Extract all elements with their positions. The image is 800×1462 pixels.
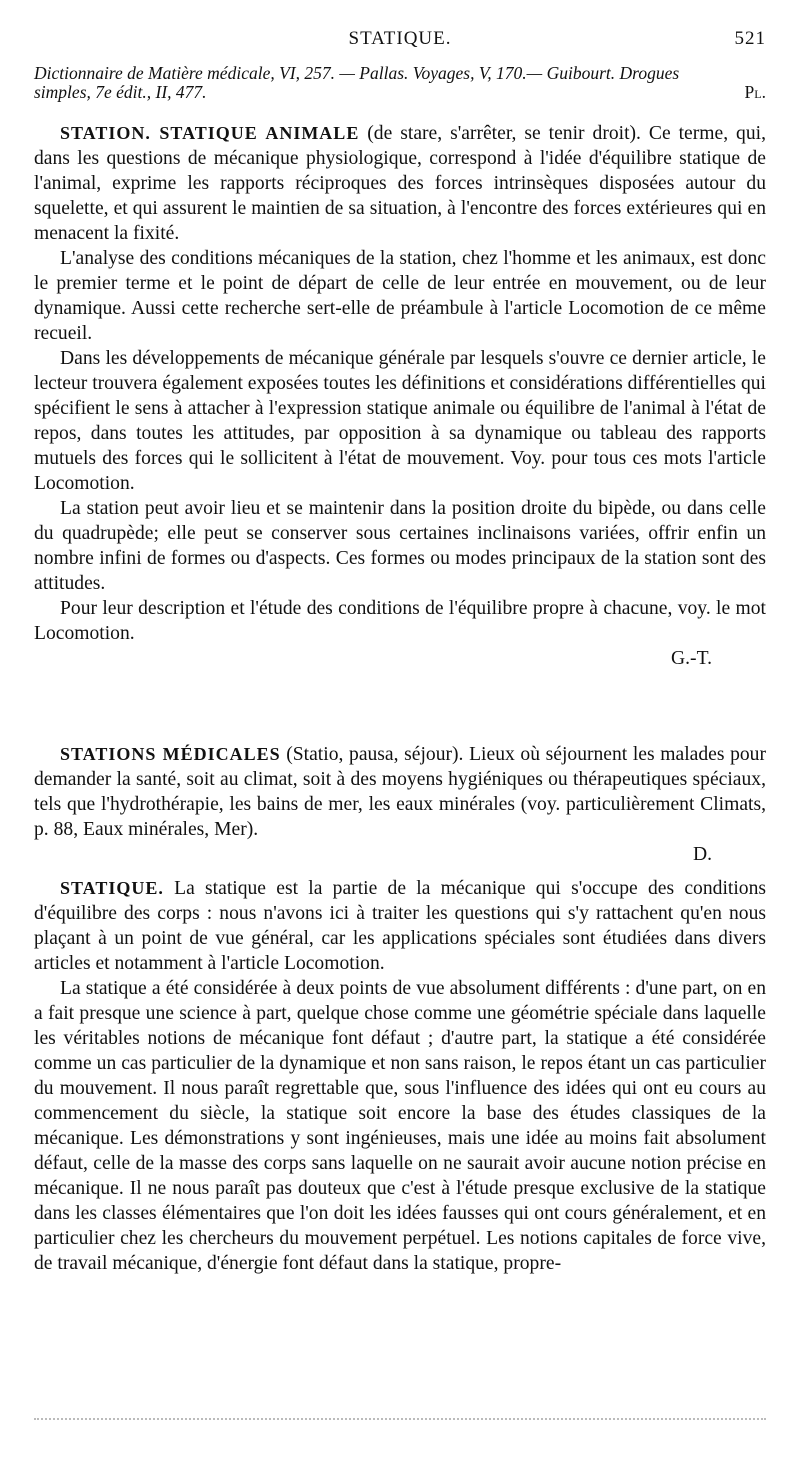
page-bottom-rule	[34, 1418, 766, 1422]
article-statique	[34, 876, 766, 1276]
article-paragraph: STATIONS MÉDICALES (Statio, pausa, séjour). Lieux où séjournent les malades pour demander la santé, soit au climat, soit à des moyens hygiéniques ou thérapeutiques spéciaux, tels que l'hydrothérapie, les bains de mer, les eaux minérales (voy. particulièrement Climats, p. 88, Eaux minérales, Mer). D.	[34, 744, 766, 865]
reference-line-1: Dictionnaire de Matière médicale, VI, 257. — Pallas. Voyages, V, 170.— Guibourt. Drogues	[34, 63, 680, 83]
author-signature: Pl.	[744, 82, 766, 102]
article-paragraph: L'analyse des conditions mécaniques de la station, chez l'homme et les animaux, est donc le premier terme et le point de départ de celle de leur entrée en mouvement, ou de leur dynamique. Aussi cette recherche sert-elle de préambule à l'article Locomotion de ce même recueil.	[34, 248, 766, 344]
article-paragraph: STATIQUE. La statique est la partie de la mécanique qui s'occupe des conditions d'équilibre des corps : nous n'avons ici à traiter les questions qui s'y rattachent qu'en nous plaçant à un point de vue général, car les applications spéciales sont étudiées dans divers articles et notamment à l'article Locomotion.	[34, 878, 766, 974]
bibliographic-references	[34, 64, 766, 102]
headword: STATIONS MÉDICALES	[60, 744, 281, 764]
page-number: 521	[734, 28, 766, 49]
article-paragraph: STATION. STATIQUE ANIMALE (de stare, s'arrêter, se tenir droit). Ce terme, qui, dans les questions de mécanique physiologique, correspond à l'idée d'équilibre statique de l'animal, exprime les rapports réciproques des forces intrinsèques disposées autour du squelette, et qui assurent le maintien de sa situation, à l'encontre des forces extérieures qui en menacent la fixité.	[34, 123, 766, 244]
author-signature: G.-T.	[671, 648, 712, 669]
running-title: STATIQUE.	[348, 28, 452, 49]
headword: STATIQUE.	[60, 878, 164, 898]
reference-line-2: simples, 7e édit., II, 477. Pl.	[34, 82, 766, 102]
author-signature: D.	[692, 844, 712, 865]
article-paragraph: La station peut avoir lieu et se maintenir dans la position droite du bipède, ou dans celle du quadrupède; elle peut se conserver sous certaines inclinaisons variées, offrir enfin un nombre infini de formes ou d'aspects. Ces formes ou modes principaux de la station sont des attitudes.	[34, 498, 766, 594]
article-station	[34, 121, 766, 671]
article-stations-medicales	[34, 742, 766, 867]
article-paragraph: La statique a été considérée à deux points de vue absolument différents : d'une part, on en a fait presque une science à part, quelque chose comme une géométrie spéciale dans laquelle les véritables notions de mécanique font défaut ; d'autre part, la statique a été considérée comme un cas particulier de la dynamique et non sans raison, le repos étant un cas particulier du mouvement. Il nous paraît regrettable que, sous l'influence des idées qui ont eu cours au commencement du siècle, la statique soit encore la base des études classiques de la mécanique. Les démonstrations y sont ingénieuses, mais une idée au moins fait absolument défaut, celle de la masse des corps sans laquelle on ne saurait avoir aucune notion précise en mécanique. Il ne nous paraît pas douteux que c'est à l'étude presque exclusive de la statique dans les classes élémentaires que l'on doit les idées fausses qui ont cours généralement, et en particulier chez les chercheurs du mouvement perpétuel. Les notions capitales de force vive, de travail mécanique, d'énergie font défaut dans la statique, propre-	[34, 978, 766, 1274]
running-head	[34, 28, 766, 52]
article-paragraph: Dans les développements de mécanique générale par lesquels s'ouvre ce dernier article, le lecteur trouvera également exposées toutes les définitions et considérations différentielles qui spécifient le sens à attacher à l'expression statique animale ou équilibre de l'animal à l'état de repos, dans toutes les attitudes, par opposition à sa dynamique ou tableau des rapports mutuels des forces qui le sollicitent à l'état de mouvement. Voy. pour tous ces mots l'article Locomotion.	[34, 348, 766, 494]
headword: STATION. STATIQUE ANIMALE	[60, 123, 360, 143]
article-paragraph: Pour leur description et l'étude des conditions de l'équilibre propre à chacune, voy. le mot Locomotion. G.-T.	[34, 598, 766, 669]
